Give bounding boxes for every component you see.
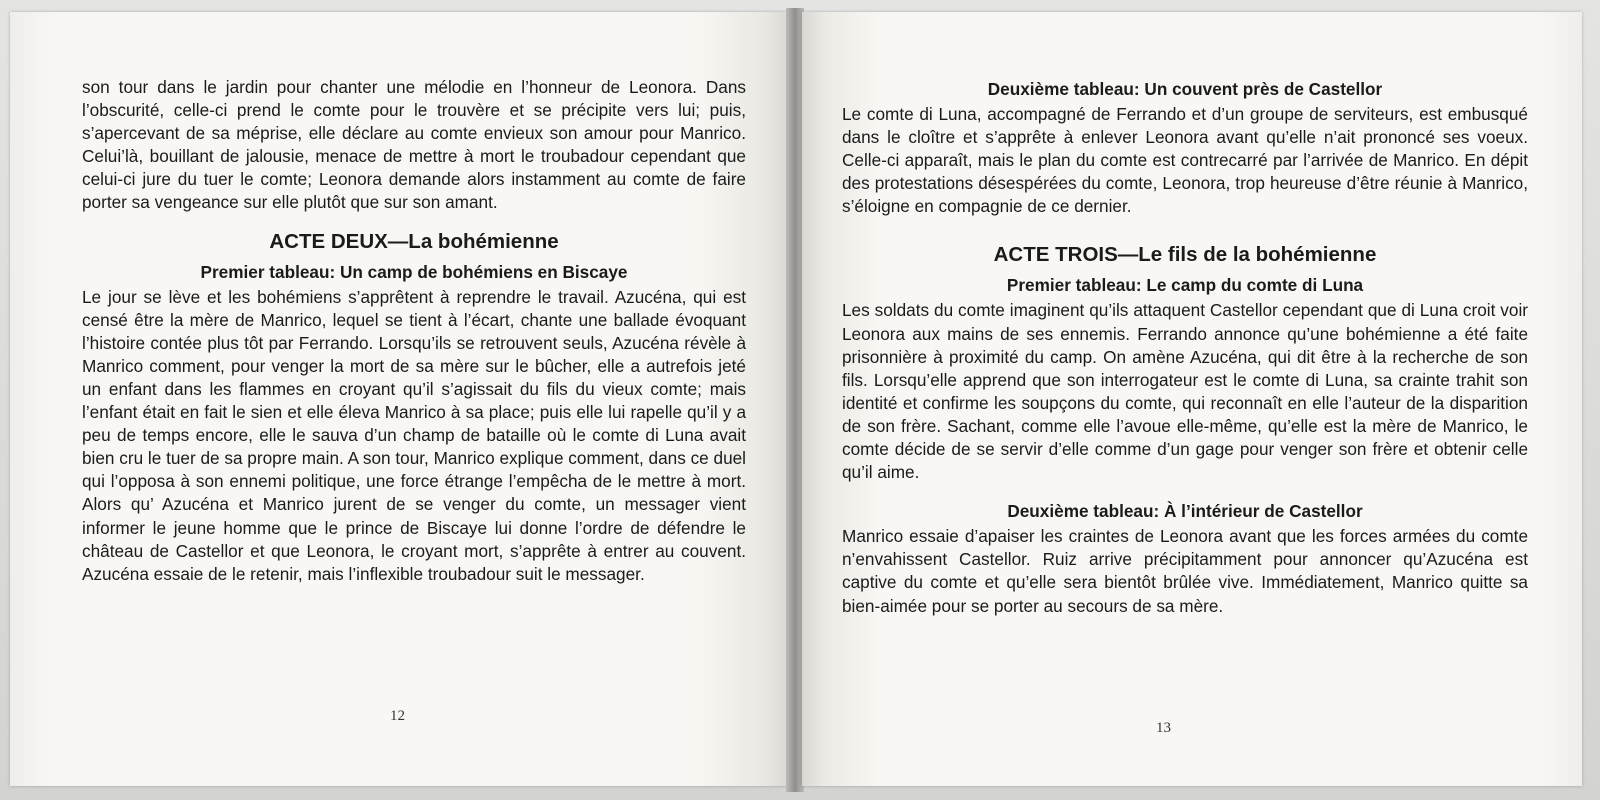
left-page [10,12,788,786]
tableau-paragraph-camp-luna: Les soldats du comte imaginent qu’ils attaquent Castellor cependant que di Luna croit voir Leonora aux mains de ses ennemis. Ferrando annonce qu’une bohémienne a été faite prisonnière à proximité du camp. On amène Azucéna, qui dit être à la recherche de son fils. Lorsqu’elle apprend que son interrogateur est le comte di Luna, sa crainte trahit son identité et confirme les soupçons du comte, qui reconnaît en elle l’auteur de la disparition de son frère. Sachant, comme elle l’avoue elle-même, qu’elle est la mère de Manrico, le comte décide de se servir d’elle comme d’un gage pour venger son frère et obtenir celle qu’il aime. [842,300,1528,483]
tableau-paragraph-biscaye: Le jour se lève et les bohémiens s’apprêtent à reprendre le travail. Azucéna, qui est censé être la mère de Manrico, lequel se tient à l’écart, chante une ballade évoquant l’histoire contée plus tôt par Ferrando. Lorsqu’ils se retrouvent seuls, Azucéna révèle à Manrico comment, pour venger la mort de sa mère sur le bûcher, elle a autrefois jeté un enfant dans les flammes en croyant qu’il s’agissait du fils du vieux comte; mais l’enfant était en fait le sien et elle éleva Manrico à sa place; puis elle lui rapelle qu’il y a peu de temps encore, elle le sauva d’un champ de bataille où le comte di Luna avait bien cru le tuer de sa propre main. A son tour, Manrico explique comment, dans ce duel qui l’opposa à son ennemi politique, une force étrange l’empêcha de le mettre à mort. Alors qu’ Azucéna et Manrico jurent de se venger du comte, un messager vient informer le jeune homme que le prince de Biscaye lui donne l’ordre de défendre le château de Castellor et que Leonora, le croyant mort, s’apprête à entrer au couvent. Azucéna essaie de le retenir, mais l’inflexible troubadour suit le messager. [82,286,746,584]
page-number-right: 13 [1156,720,1171,736]
tableau-paragraph-castellor: Manrico essaie d’apaiser les craintes de Leonora avant que les forces armées du comte n’envahissent Castellor. Ruiz arrive précipitamment pour annoncer qu’Azucéna est captive du comte et qu’elle sera bientôt brûlée vive. Immédiatement, Manrico quitte sa bien-aimée pour se porter au secours de sa mère. [842,526,1528,616]
right-page [802,12,1582,786]
tableau-paragraph-couvent: Le comte di Luna, accompagné de Ferrando et d’un groupe de serviteurs, est embusqué dans le cloître et s’apprête à enlever Leonora avant qu’elle n’ait prononcé ses voeux. Celle-ci apparaît, mais le plan du comte est contrecarré par l’arrivée de Manrico. En dépit des protestations désespérées du comte, Leonora, trop heureuse d’être réunie à Manrico, s’éloigne en compagnie de ce dernier. [842,104,1528,217]
tableau-heading-couvent: Deuxième tableau: Un couvent près de Castellor [987,79,1383,99]
page-number-left: 12 [390,708,405,724]
tableau-heading-biscaye: Premier tableau: Un camp de bohémiens en Biscaye [200,261,628,282]
tableau-heading-camp-luna: Premier tableau: Le camp du comte di Luna [1006,275,1364,296]
right-page-text [842,78,1528,618]
act-three-heading: ACTE TROIS—Le fils de la bohémienne [993,243,1377,267]
intro-paragraph: son tour dans le jardin pour chanter une mélodie en l’honneur de Leonora. Dans l’obscurité, celle-ci prend le comte pour le trouvère et se précipite vers lui; puis, s’apercevant de sa méprise, elle déclare au comte envieux son amour pour Manrico. Celui’là, bouillant de jalousie, menace de mettre à mort le troubadour cependant que celui-ci jure du tuer le comte; Leonora demande alors instamment au comte de faire porter sa vengeance sur elle plutôt que sur son amant. [82,77,746,213]
act-two-heading: ACTE DEUX—La bohémienne [269,229,559,253]
left-page-text [82,76,746,586]
tableau-heading-castellor: Deuxième tableau: À l’intérieur de Castellor [1007,501,1363,522]
